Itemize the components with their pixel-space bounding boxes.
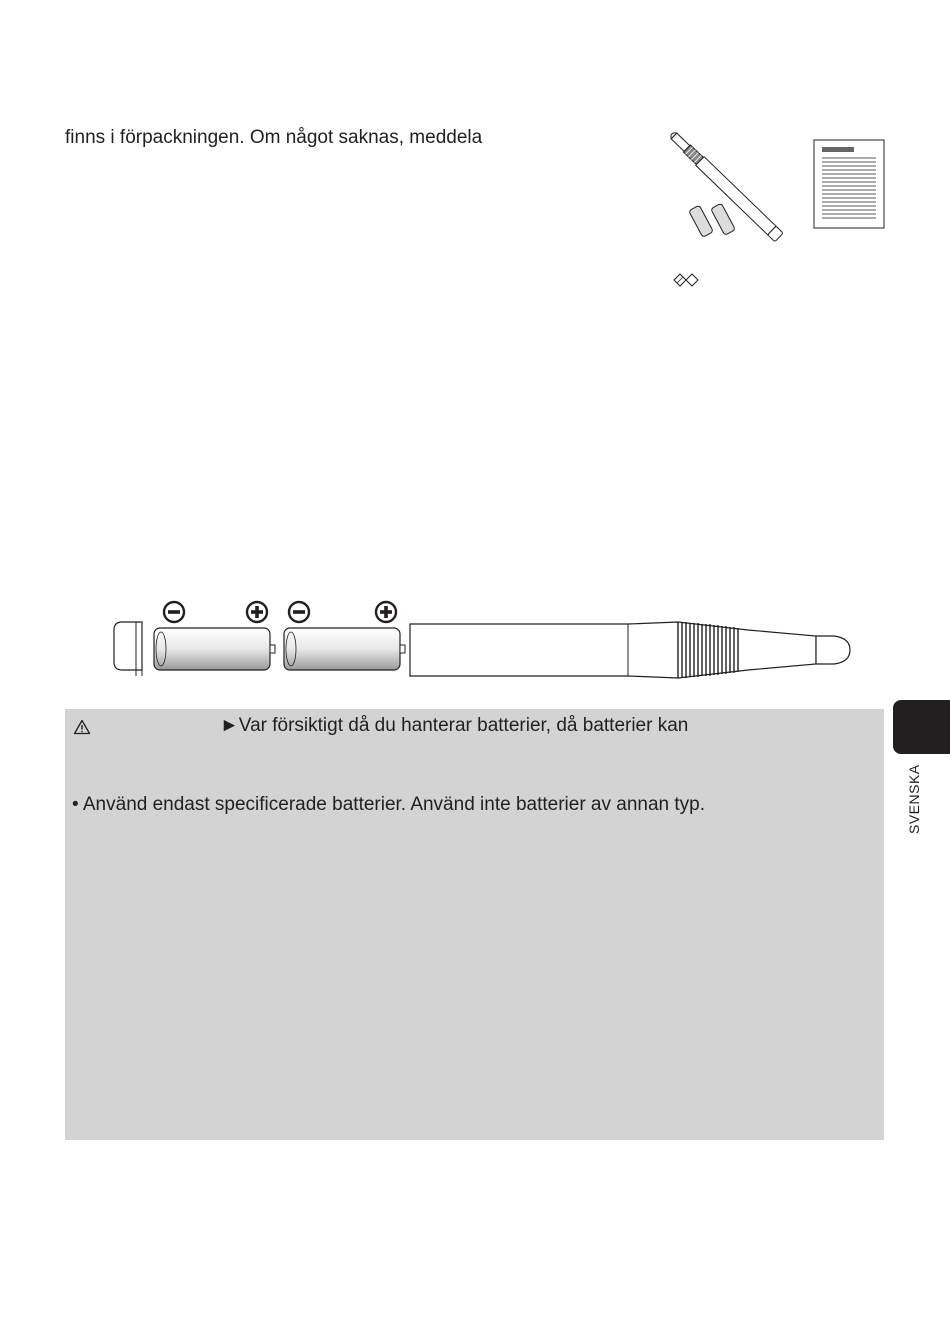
battery-insertion-diagram <box>108 596 853 681</box>
battery-2-illustration <box>284 628 405 670</box>
language-label: SVENSKA <box>906 764 922 834</box>
language-tab <box>893 700 950 754</box>
warning-triangle-icon <box>73 719 91 735</box>
battery-1-illustration <box>154 628 275 670</box>
package-contents-illustration <box>668 128 888 248</box>
minus-icon <box>289 602 309 622</box>
minus-icon <box>164 602 184 622</box>
plus-icon <box>247 602 267 622</box>
pen-body-illustration <box>410 622 850 678</box>
caution-box <box>65 709 884 1140</box>
battery-symbol-icon <box>672 272 702 288</box>
caution-bullet-item: • Använd endast specificerade batterier. Använd inte batterier av annan typ. <box>72 794 706 815</box>
manual-illustration <box>814 140 884 228</box>
intro-text: finns i förpackningen. Om något saknas, meddela <box>65 127 483 148</box>
plus-icon <box>376 602 396 622</box>
batteries-illustration <box>689 203 736 237</box>
end-cap-illustration <box>114 622 142 676</box>
caution-lead-text: ►Var försiktigt då du hanterar batterier, då batterier kan <box>220 715 689 736</box>
